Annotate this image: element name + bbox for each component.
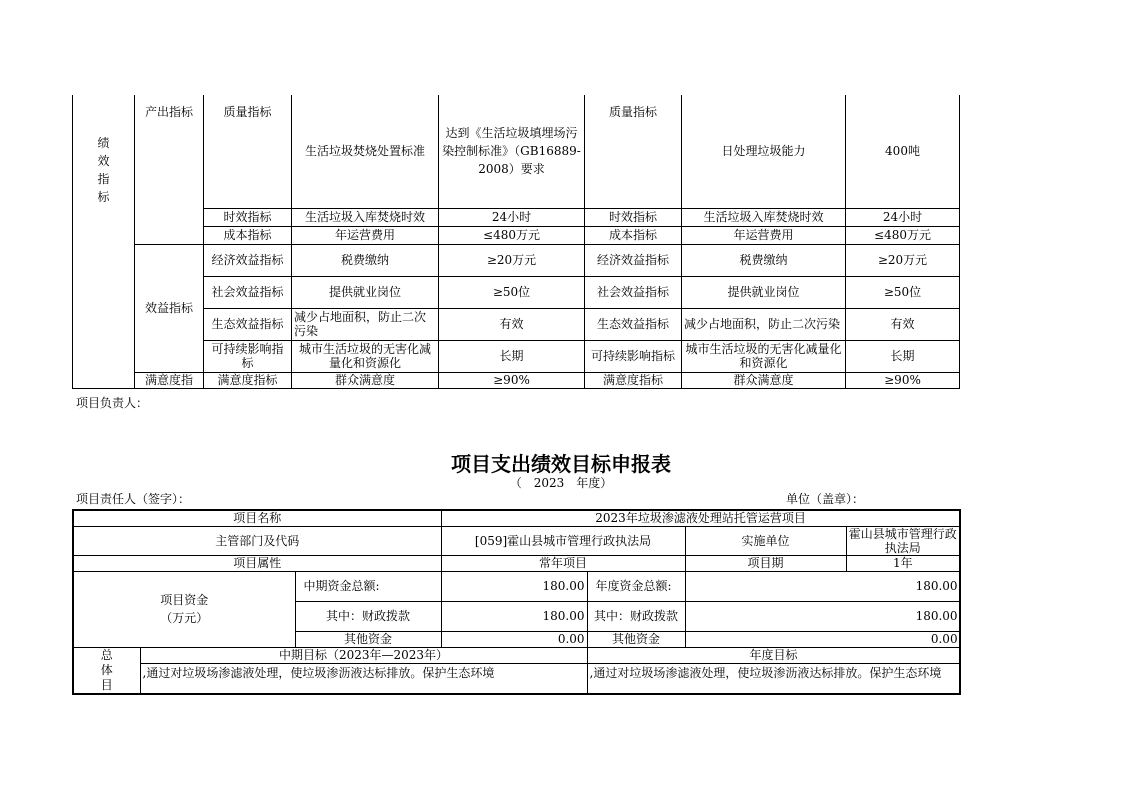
time-indicator-label-right: 时效指标 — [585, 208, 682, 226]
implementing-unit-value: 霍山县城市管理行政执法局 — [846, 526, 960, 555]
project-attribute-value: 常年项目 — [441, 555, 685, 571]
year-total-label: 年度资金总额: — [587, 571, 685, 601]
project-period-value: 1年 — [846, 555, 960, 571]
mid-other-label: 其他资金 — [295, 631, 441, 647]
mid-goal-label: 中期目标（2023年—2023年） — [140, 647, 587, 664]
economic-indicator-name: 税费缴纳 — [292, 244, 439, 276]
economic-indicator-value-right: ≥20万元 — [846, 244, 960, 276]
performance-indicator-label: 绩 效 指 标 — [73, 95, 135, 244]
cost-indicator-name-right: 年运营费用 — [682, 226, 846, 244]
year-total-value: 180.00 — [685, 571, 960, 601]
social-indicator-label-right: 社会效益指标 — [585, 276, 682, 308]
economic-indicator-value: ≥20万元 — [439, 244, 585, 276]
eco-indicator-label-right: 生态效益指标 — [585, 308, 682, 340]
project-name-value: 2023年垃圾渗滤液处理站托管运营项目 — [441, 510, 960, 526]
eco-indicator-value: 有效 — [439, 308, 585, 340]
economic-indicator-label: 经济效益指标 — [204, 244, 292, 276]
sustain-indicator-value-right: 长期 — [846, 340, 960, 372]
year-other-label: 其他资金 — [587, 631, 685, 647]
project-period-label: 项目期 — [685, 555, 846, 571]
cost-indicator-name: 年运营费用 — [292, 226, 439, 244]
quality-indicator-value: 达到《生活垃圾填埋场污染控制标准》（GB16889-2008）要求 — [439, 95, 585, 208]
year-goal-text: ,通过对垃圾场渗滤液处理，使垃圾渗沥液达标排放。保护生态环境 — [587, 664, 960, 694]
time-indicator-name-right: 生活垃圾入库焚烧时效 — [682, 208, 846, 226]
time-indicator-name: 生活垃圾入库焚烧时效 — [292, 208, 439, 226]
social-indicator-name: 提供就业岗位 — [292, 276, 439, 308]
quality-indicator-name: 生活垃圾焚烧处置标准 — [292, 95, 439, 208]
economic-indicator-name-right: 税费缴纳 — [682, 244, 846, 276]
output-indicator-label: 产出指标 — [135, 95, 204, 244]
satisfy-indicator-label-right: 满意度指标 — [585, 372, 682, 388]
project-name-label: 项目名称 — [73, 510, 441, 526]
cost-indicator-value-right: ≤480万元 — [846, 226, 960, 244]
satisfy-indicator-value-right: ≥90% — [846, 372, 960, 388]
eco-indicator-name: 减少占地面积，防止二次污染 — [292, 308, 439, 340]
satisfy-indicator-value: ≥90% — [439, 372, 585, 388]
mid-total-value: 180.00 — [441, 571, 587, 601]
performance-indicator-label-cont — [73, 244, 135, 388]
mid-goal-text: ,通过对垃圾场渗滤液处理，使垃圾渗沥液达标排放。保护生态环境 — [140, 664, 587, 694]
quality-indicator-name-right: 日处理垃圾能力 — [682, 95, 846, 208]
department-value: [059]霍山县城市管理行政执法局 — [441, 526, 685, 555]
project-leader-label: 项目负责人： — [76, 396, 149, 410]
mid-fiscal-label: 其中：财政拨款 — [295, 601, 441, 631]
economic-indicator-label-right: 经济效益指标 — [585, 244, 682, 276]
quality-indicator-label-right: 质量指标 — [585, 95, 682, 208]
department-label: 主管部门及代码 — [73, 526, 441, 555]
social-indicator-label: 社会效益指标 — [204, 276, 292, 308]
budget-performance-form — [72, 509, 961, 695]
quality-indicator-label: 质量指标 — [204, 95, 292, 208]
implementing-unit-label: 实施单位 — [685, 526, 846, 555]
sustain-indicator-name: 城市生活垃圾的无害化减量化和资源化 — [292, 340, 439, 372]
eco-indicator-name-right: 减少占地面积，防止二次污染 — [682, 308, 846, 340]
time-indicator-value: 24小时 — [439, 208, 585, 226]
sustain-indicator-label-right: 可持续影响指标 — [585, 340, 682, 372]
benefit-indicator-label: 效益指标 — [135, 244, 204, 372]
satisfy-indicator-name: 群众满意度 — [292, 372, 439, 388]
mid-other-value: 0.00 — [441, 631, 587, 647]
satisfy-indicator-label: 满意度指标 — [204, 372, 292, 388]
sustain-indicator-name-right: 城市生活垃圾的无害化减量化和资源化 — [682, 340, 846, 372]
form-title: 项目支出绩效目标申报表 — [451, 452, 671, 476]
year-fiscal-label: 其中：财政拨款 — [587, 601, 685, 631]
satisfy-indicator-name-right: 群众满意度 — [682, 372, 846, 388]
cost-indicator-value: ≤480万元 — [439, 226, 585, 244]
mid-total-label: 中期资金总额: — [295, 571, 441, 601]
mid-fiscal-value: 180.00 — [441, 601, 587, 631]
sustain-indicator-label: 可持续影响指标 — [204, 340, 292, 372]
project-funds-label: 项目资金 （万元） — [73, 571, 295, 647]
performance-indicator-table — [72, 95, 960, 389]
social-indicator-value-right: ≥50位 — [846, 276, 960, 308]
social-indicator-name-right: 提供就业岗位 — [682, 276, 846, 308]
eco-indicator-label: 生态效益指标 — [204, 308, 292, 340]
satisfaction-indicator-label: 满意度指 — [135, 372, 204, 388]
overall-goal-label: 总 体 目 — [73, 647, 140, 694]
year-goal-label: 年度目标 — [587, 647, 960, 664]
sustain-indicator-value: 长期 — [439, 340, 585, 372]
time-indicator-value-right: 24小时 — [846, 208, 960, 226]
year-fiscal-value: 180.00 — [685, 601, 960, 631]
year-other-value: 0.00 — [685, 631, 960, 647]
time-indicator-label: 时效指标 — [204, 208, 292, 226]
social-indicator-value: ≥50位 — [439, 276, 585, 308]
cost-indicator-label-right: 成本指标 — [585, 226, 682, 244]
eco-indicator-value-right: 有效 — [846, 308, 960, 340]
project-attribute-label: 项目属性 — [73, 555, 441, 571]
unit-seal-label: 单位（盖章）： — [786, 492, 865, 506]
cost-indicator-label: 成本指标 — [204, 226, 292, 244]
responsible-signature-label: 项目责任人（签字）： — [76, 492, 191, 506]
quality-indicator-value-right: 400吨 — [846, 95, 960, 208]
form-year: （ 2023 年度） — [509, 476, 613, 490]
